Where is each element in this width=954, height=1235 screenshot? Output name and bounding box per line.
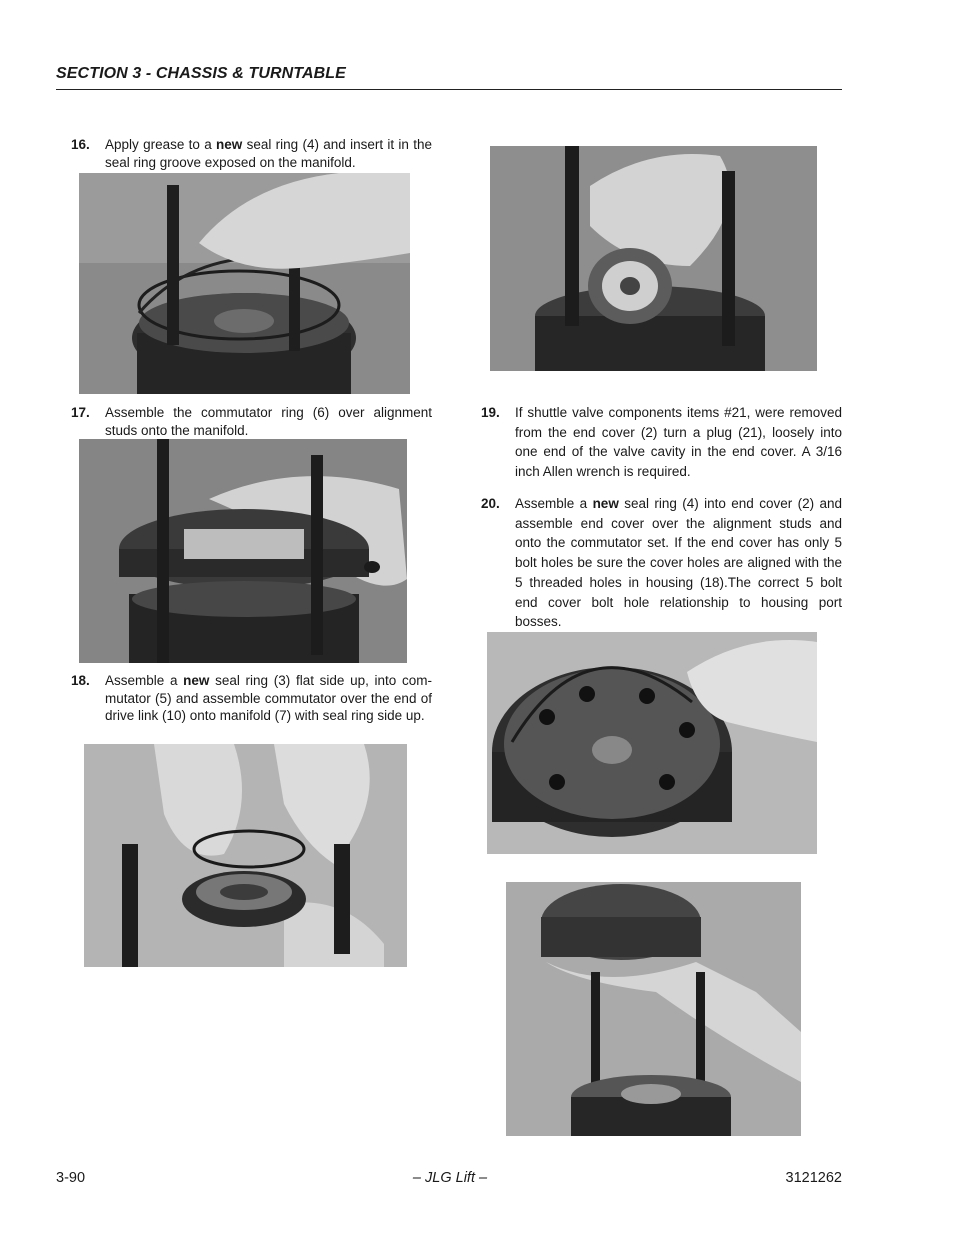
page-number: 3-90: [56, 1170, 86, 1186]
step-number: 18.: [71, 673, 90, 688]
document-number: 3121262: [785, 1170, 842, 1186]
step-19: [481, 403, 842, 483]
step-18: [71, 672, 433, 744]
photo-seal-ring-manifold: [79, 173, 410, 394]
photo-commutator-ring: [79, 439, 407, 663]
step-text: Apply grease to a new seal ring (4) and insert it in the seal ring groove exposed on the manifold.: [105, 137, 432, 170]
step-number: 20.: [481, 496, 500, 511]
photo-end-cover-assembly: [506, 882, 801, 1136]
photo-end-cover-seal-ring: [487, 632, 817, 854]
step-17: [71, 404, 433, 440]
header-rule: [56, 89, 842, 90]
step-20: [481, 494, 842, 634]
photo-commutator-seal-ring: [84, 744, 407, 967]
step-number: 17.: [71, 405, 90, 420]
photo-end-cover-valve: [490, 146, 817, 371]
step-text: Assemble the commutator ring (6) over alignment studs onto the manifold.: [105, 405, 432, 438]
section-title: SECTION 3 - CHASSIS & TURNTABLE: [56, 65, 346, 82]
step-text: Assemble a new seal ring (3) flat side up, into com-mutator (5) and assemble commutator over the end of drive link (10) onto manifold (7) with seal ring side up.: [105, 673, 432, 723]
step-number: 16.: [71, 137, 90, 152]
step-text: Assemble a new seal ring (4) into end cover (2) and assemble end cover over the alignment studs and onto the commutator set. If the end cover has only 5 bolt holes be sure the cover holes are aligned with the 5 threaded holes in housing (18).The correct 5 bolt end cover bolt hole relationship to housing port bosses.: [515, 496, 842, 630]
step-text: If shuttle valve components items #21, were removed from the end cover (2) turn a plug (21), loosely into one end of the valve cavity in the end cover. A 3/16 inch Allen wrench is required.: [515, 405, 842, 480]
step-16: [71, 136, 433, 172]
step-number: 19.: [481, 405, 500, 420]
footer-brand: – JLG Lift –: [412, 1170, 488, 1186]
